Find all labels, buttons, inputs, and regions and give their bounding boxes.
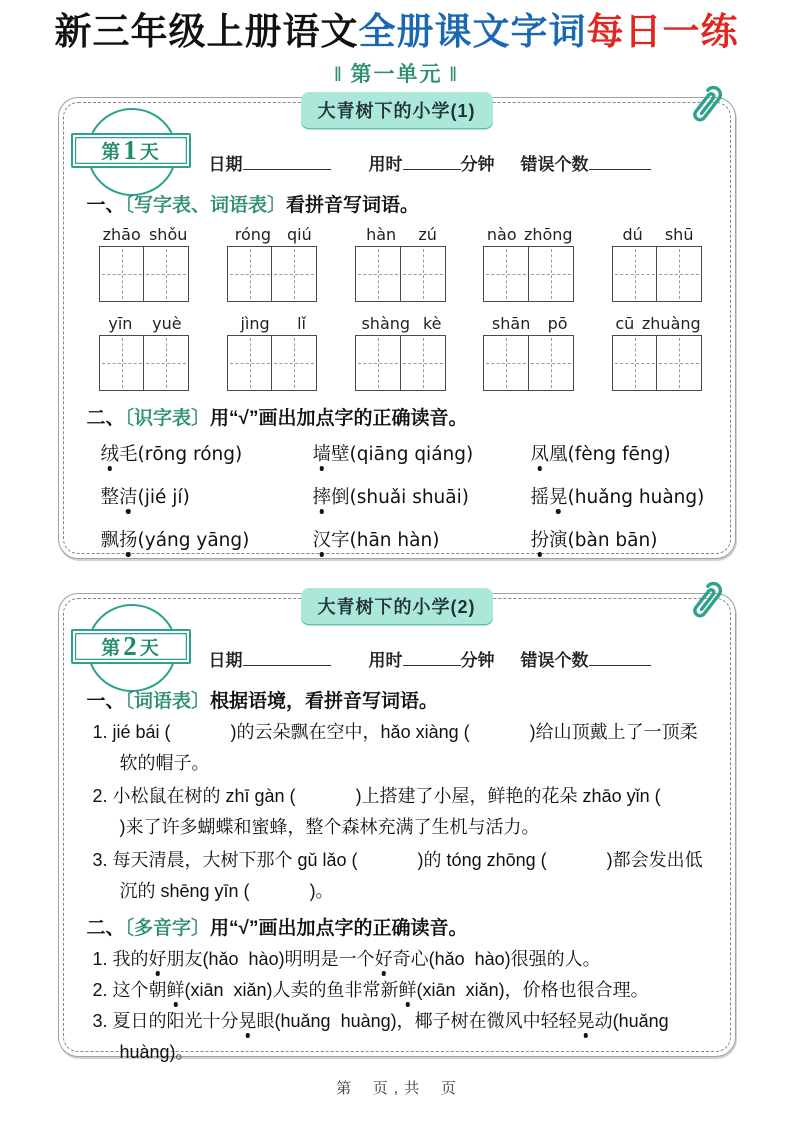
polyphone-sentence-list [87, 944, 713, 1068]
writing-cell [355, 335, 401, 391]
sentence: 2. 这个朝鲜(xiān xiǎn)人卖的鱼非常新鲜(xiān xiǎn)，价格也很合理。 [92, 979, 649, 1000]
day-suffix: 天 [139, 141, 160, 163]
day1-badge [71, 106, 193, 202]
writing-cell [143, 246, 189, 302]
errors-blank [589, 155, 651, 170]
date-blank [243, 651, 331, 666]
writing-cell [528, 335, 574, 391]
errors-label: 错误个数 [520, 650, 589, 670]
section-number: 二、 [86, 407, 125, 429]
pinyin-label: dú shū [622, 224, 694, 244]
unit-heading: ‖ 第一单元 ‖ [334, 61, 459, 86]
writing-cell [612, 246, 658, 302]
pinyin-label: cū zhuàng [615, 313, 701, 333]
writing-cell [656, 335, 702, 391]
day1-card [58, 97, 736, 559]
meta-row [209, 646, 715, 671]
date-label: 日期 [208, 154, 243, 174]
date-blank [243, 155, 331, 170]
section-header-write-words [87, 190, 713, 217]
writing-cells [355, 246, 448, 302]
writing-cells [483, 335, 576, 391]
section-number: 二、 [86, 917, 125, 939]
writing-cells [227, 335, 320, 391]
pinyin-label: shàng kè [361, 313, 442, 333]
word-block [227, 225, 320, 302]
section-tag: 〔识字表〕 [124, 407, 211, 429]
errors-blank [589, 651, 651, 666]
word-block [355, 314, 448, 391]
section-instruction: 根据语境，看拼音写词语。 [210, 690, 439, 712]
dot-word-item: 凤凰(fèng fēng) [530, 442, 671, 465]
writing-cell [227, 246, 273, 302]
section-instruction: 用“√”画出加点字的正确读音。 [210, 917, 468, 939]
section-instruction: 看拼音写词语。 [286, 194, 420, 216]
context-sentence-list [87, 717, 721, 907]
day-prefix: 第 [101, 141, 122, 163]
title-part-black: 新三年级上册语文 [54, 12, 359, 53]
writing-cells [612, 246, 705, 302]
day-badge-plaque [71, 133, 191, 168]
dot-word-item: 摇晃(huǎng huàng) [530, 485, 705, 508]
word-block [99, 314, 192, 391]
writing-cell [528, 246, 574, 302]
section-tag: 〔词语表〕 [124, 690, 211, 712]
day-number: 1 [123, 134, 138, 165]
section-header-circle-reading [87, 403, 713, 430]
page-footer: 第 页 , 共 页 [336, 1079, 457, 1097]
pinyin-grid-row [87, 314, 713, 391]
pinyin-label: yīn yuè [108, 313, 182, 333]
writing-cell [400, 335, 446, 391]
sentence: 3. 夏日的阳光十分晃眼(huǎng huàng)，椰子树在微风中轻轻晃动(huǎng huàng)。 [92, 1010, 679, 1062]
writing-cells [99, 246, 192, 302]
dot-word-item: 汉字(hān hàn) [312, 528, 440, 551]
writing-cell [143, 335, 189, 391]
day2-badge [71, 602, 193, 698]
dot-word-item: 墙壁(qiāng qiáng) [312, 442, 474, 465]
day-badge-plaque [71, 629, 191, 664]
dot-word-item: 飘扬(yáng yāng) [100, 528, 250, 551]
sentence: 3. 每天清晨，大树下那个 gǔ lǎo ( )的 tóng zhōng ( )都会发出低沉的 shēng yīn ( )。 [92, 849, 703, 901]
page-title [0, 0, 793, 55]
writing-cells [99, 335, 192, 391]
meta-row [209, 150, 715, 175]
writing-cell [99, 335, 145, 391]
pinyin-label: shān pō [491, 313, 568, 333]
writing-cell [99, 246, 145, 302]
pinyin-label: jìng lǐ [240, 313, 306, 333]
writing-cells [612, 335, 705, 391]
writing-cells [355, 335, 448, 391]
dot-word-item: 摔倒(shuǎi shuāi) [312, 485, 469, 508]
word-block [355, 225, 448, 302]
word-block [483, 225, 576, 302]
word-block [612, 314, 705, 391]
section-tag: 〔多音字〕 [124, 917, 211, 939]
section-number: 一、 [86, 194, 125, 216]
writing-cell [271, 335, 317, 391]
pinyin-label: hàn zú [366, 224, 437, 244]
minutes-label: 分钟 [460, 154, 495, 174]
title-part-blue: 全册课文字词 [358, 12, 587, 53]
pinyin-grid-row [87, 225, 713, 302]
pinyin-label: zhāo shǒu [102, 224, 188, 244]
time-label: 用时 [368, 154, 403, 174]
word-block [483, 314, 576, 391]
writing-cells [483, 246, 576, 302]
section-tag: 〔写字表、词语表〕 [124, 194, 287, 216]
writing-cell [656, 246, 702, 302]
day-prefix: 第 [101, 637, 122, 659]
writing-cell [227, 335, 273, 391]
day2-content [86, 686, 721, 1068]
writing-cell [612, 335, 658, 391]
pinyin-label: nào zhōng [486, 224, 573, 244]
dotted-word-list [87, 440, 713, 552]
date-label: 日期 [208, 650, 243, 670]
day-suffix: 天 [139, 637, 160, 659]
pinyin-writing-grid [87, 225, 713, 391]
writing-cells [227, 246, 320, 302]
section-header-context-words [87, 686, 713, 713]
sentence: 1. 我的好朋友(hǎo hào)明明是一个好奇心(hǎo hào)很强的人。 [92, 948, 601, 969]
word-block [612, 225, 705, 302]
day2-card [58, 593, 736, 1062]
section-number: 一、 [86, 690, 125, 712]
word-block [99, 225, 192, 302]
lesson-title-badge: 大青树下的小学(2) [301, 588, 493, 624]
writing-cell [271, 246, 317, 302]
pinyin-label: róng qiú [234, 224, 312, 244]
minutes-label: 分钟 [460, 650, 495, 670]
dot-word-item: 绒毛(rōng róng) [100, 442, 243, 465]
word-block [227, 314, 320, 391]
time-blank [403, 155, 461, 170]
title-part-red: 每日一练 [586, 12, 739, 53]
errors-label: 错误个数 [520, 154, 589, 174]
writing-cell [355, 246, 401, 302]
time-label: 用时 [368, 650, 403, 670]
dot-word-item: 整洁(jié jí) [100, 485, 190, 508]
day-number: 2 [123, 630, 138, 661]
section-instruction: 用“√”画出加点字的正确读音。 [210, 407, 468, 429]
writing-cell [400, 246, 446, 302]
section-header-polyphone [87, 913, 713, 940]
day1-content [87, 190, 713, 552]
dot-word-item: 扮演(bàn bān) [530, 528, 658, 551]
sentence: 1. jié bái ( )的云朵飘在空中，hǎo xiàng ( )给山顶戴上了一顶柔软的帽子。 [92, 721, 698, 773]
time-blank [403, 651, 461, 666]
lesson-title-badge: 大青树下的小学(1) [301, 92, 493, 128]
sentence: 2. 小松鼠在树的 zhī gàn ( )上搭建了小屋，鲜艳的花朵 zhāo yǐn ( )来了许多蝴蝶和蜜蜂，整个森林充满了生机与活力。 [92, 785, 721, 837]
writing-cell [483, 335, 529, 391]
writing-cell [483, 246, 529, 302]
